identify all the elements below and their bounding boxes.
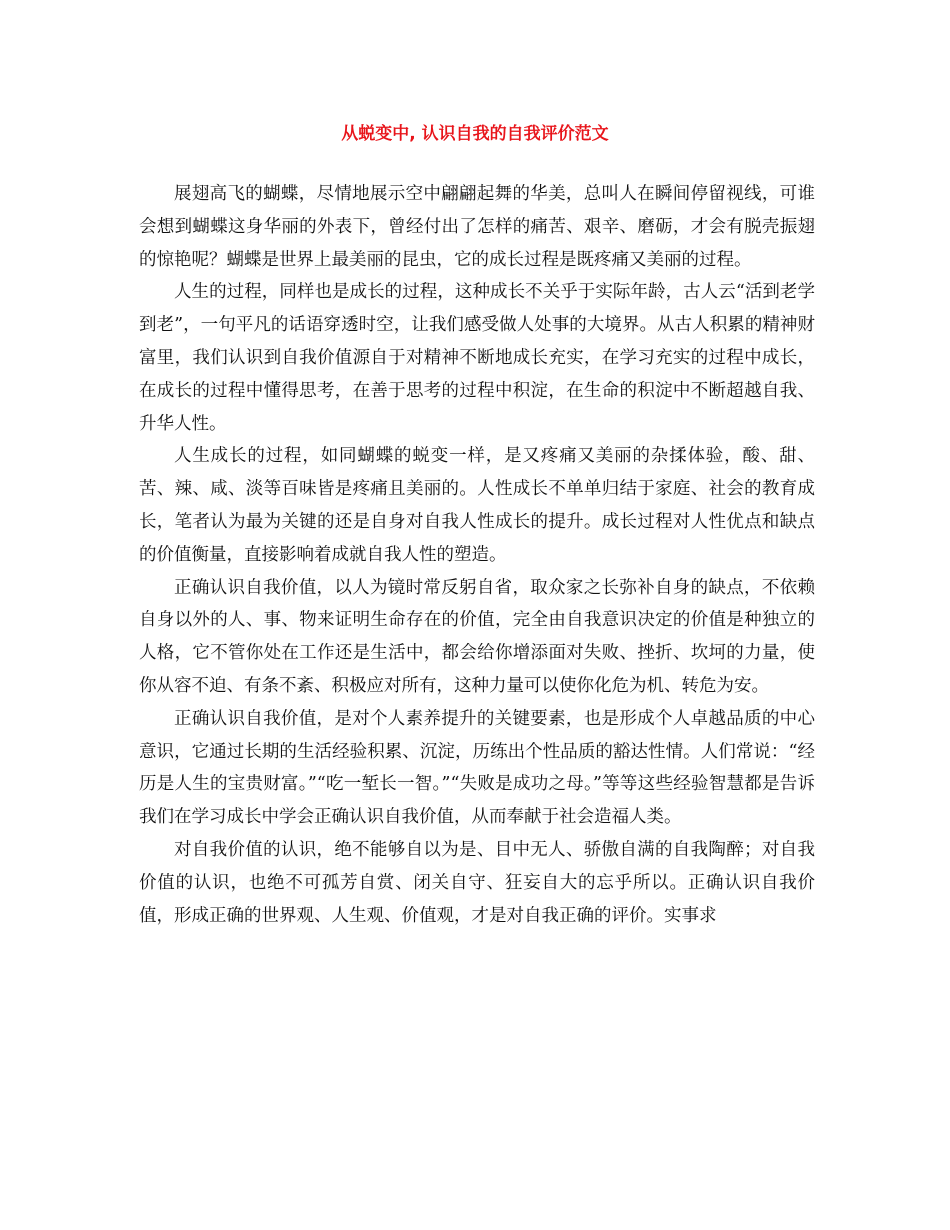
- document-body: [139, 178, 815, 932]
- document-title: 从蜕变中, 认识自我的自我评价范文: [341, 124, 609, 144]
- paragraph-1: 展翅高飞的蝴蝶，尽情地展示空中翩翩起舞的华美，总叫人在瞬间停留视线，可谁会想到蝴蝶这身华丽的外表下，曾经付出了怎样的痛苦、艰辛、磨砺，才会有脱壳振翅的惊艳呢？蝴蝶是世界上最美丽的昆虫，它的成长过程是既疼痛又美丽的过程。: [139, 184, 815, 270]
- paragraph-4: 正确认识自我价值，以人为镜时常反躬自省，取众家之长弥补自身的缺点，不依赖自身以外的人、事、物来证明生命存在的价值，完全由自我意识决定的价值是种独立的人格，它不管你处在工作还是生活中，都会给你增添面对失败、挫折、坎坷的力量，使你从容不迫、有条不紊、积极应对所有，这种力量可以使你化危为机、转危为安。: [139, 577, 815, 696]
- paragraph-6: 对自我价值的认识，绝不能够自以为是、目中无人、骄傲自满的自我陶醉；对自我价值的认识，也绝不可孤芳自赏、闭关自守、狂妄自大的忘乎所以。正确认识自我价值，形成正确的世界观、人生观、价值观，才是对自我正确的评价。实事求: [139, 839, 815, 926]
- paragraph-2: 人生的过程，同样也是成长的过程，这种成长不关乎于实际年龄，古人云“活到老学到老”，一句平凡的话语穿透时空，让我们感受做人处事的大境界。从古人积累的精神财富里，我们认识到自我价值源自于对精神不断地成长充实，在学习充实的过程中成长，在成长的过程中懂得思考，在善于思考的过程中积淀，在生命的积淀中不断超越自我、升华人性。: [139, 282, 815, 434]
- paragraph-5: 正确认识自我价值，是对个人素养提升的关键要素，也是形成个人卓越品质的中心意识，它通过长期的生活经验积累、沉淀，历练出个性品质的豁达性情。人们常说：“经历是人生的宝贵财富。”“吃一堑长一智。”“失败是成功之母。”等等这些经验智慧都是告诉我们在学习成长中学会正确认识自我价值，从而奉献于社会造福人类。: [139, 708, 815, 828]
- paragraph-3: 人生成长的过程，如同蝴蝶的蜕变一样，是又疼痛又美丽的杂揉体验，酸、甜、苦、辣、咸、淡等百味皆是疼痛且美丽的。人性成长不单单归结于家庭、社会的教育成长，笔者认为最为关键的还是自身对自我人性成长的提升。成长过程对人性优点和缺点的价值衡量，直接影响着成就自我人性的塑造。: [139, 446, 815, 565]
